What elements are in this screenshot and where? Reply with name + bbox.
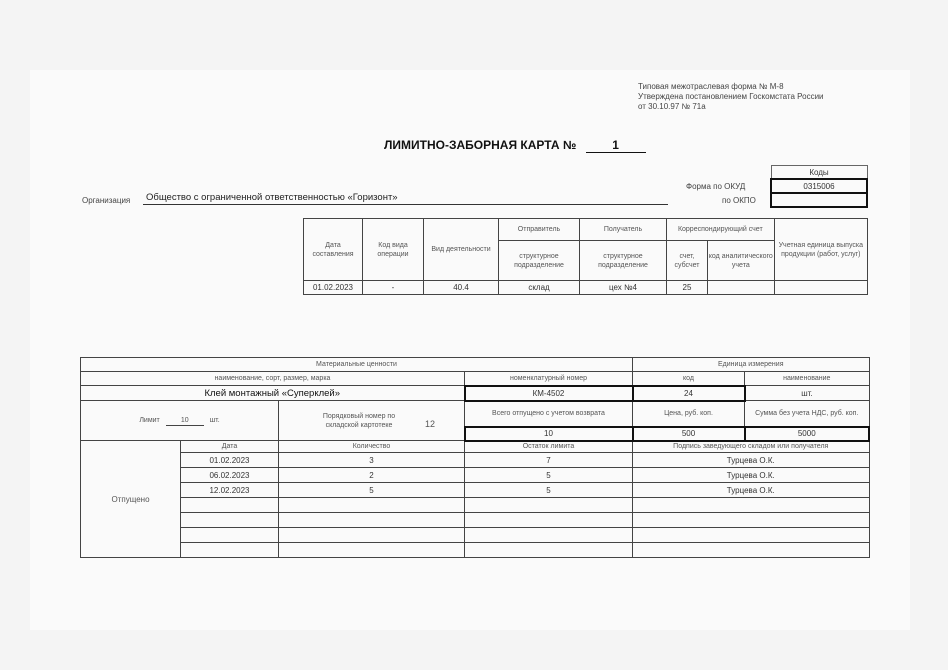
table-row (81, 468, 870, 483)
limit-cell (81, 401, 279, 441)
th-nomenclature: номенклатурный номер (465, 372, 633, 386)
row-analytic (708, 281, 775, 295)
organization-label: Организация (82, 196, 131, 205)
title-text: ЛИМИТНО-ЗАБОРНАЯ КАРТА № (384, 138, 577, 152)
row-receiver: цех №4 (580, 281, 667, 295)
okpo-label: по ОКПО (722, 196, 756, 205)
row-account: 25 (667, 281, 708, 295)
issue-qty (279, 528, 465, 543)
th-measure-name: наименование (745, 372, 870, 386)
issue-date: 06.02.2023 (181, 468, 279, 483)
page-title (384, 138, 646, 153)
th-sender-sub: структурное подразделение (499, 241, 580, 281)
issue-sign (633, 498, 870, 513)
sum-value: 5000 (745, 427, 870, 441)
form-note (638, 82, 878, 112)
issue-rest (465, 498, 633, 513)
issue-date (181, 513, 279, 528)
issue-sign (633, 528, 870, 543)
issue-rest: 7 (465, 453, 633, 468)
th-measure: Единица измерения (633, 358, 870, 372)
th-account: счет, субсчет (667, 241, 708, 281)
th-price: Цена, руб. коп. (633, 401, 745, 427)
issue-rest: 5 (465, 468, 633, 483)
row-sender: склад (499, 281, 580, 295)
table-row (81, 513, 870, 528)
th-date: Дата составления (304, 219, 363, 281)
item-code: 24 (633, 386, 745, 401)
th-corr: Корреспондирующий счет (667, 219, 775, 241)
th-name: наименование, сорт, размер, марка (81, 372, 465, 386)
th-total: Всего отпущено с учетом возврата (465, 401, 633, 427)
form-note-line2: Утверждена постановлением Госкомстата России (638, 92, 824, 101)
issue-sign (633, 543, 870, 558)
issue-sign (633, 513, 870, 528)
th-issue-qty: Количество (279, 441, 465, 453)
card-label: Порядковый номер по складской картотеке (322, 412, 396, 429)
th-issue-sign: Подпись заведующего складом или получателя (633, 441, 870, 453)
issue-date: 12.02.2023 (181, 483, 279, 498)
card-value: 12 (424, 418, 435, 429)
codes-header: Коды (771, 166, 867, 180)
limit-label: Лимит (139, 416, 160, 424)
issue-sign: Турцева О.К. (633, 483, 870, 498)
item-unit: шт. (745, 386, 870, 401)
th-values: Материальные ценности (81, 358, 633, 372)
th-receiver-sub: структурное подразделение (580, 241, 667, 281)
th-issue-date: Дата (181, 441, 279, 453)
okpo-value (771, 193, 867, 207)
issue-rest: 5 (465, 483, 633, 498)
card-number: 1 (586, 138, 646, 153)
organization-underline (143, 204, 668, 205)
price-value: 500 (633, 427, 745, 441)
issue-qty (279, 543, 465, 558)
th-op-code: Код вида операции (363, 219, 424, 281)
issue-date: 01.02.2023 (181, 453, 279, 468)
th-activity: Вид деятельности (424, 219, 499, 281)
issue-qty (279, 513, 465, 528)
row-op-code: - (363, 281, 424, 295)
okud-value: 0315006 (771, 179, 867, 193)
issue-rest (465, 513, 633, 528)
row-activity: 40.4 (424, 281, 499, 295)
issue-date (181, 543, 279, 558)
issue-rest (465, 528, 633, 543)
limit-unit: шт. (209, 416, 220, 424)
total-value: 10 (465, 427, 633, 441)
form-note-line3: от 30.10.97 № 71а (638, 102, 706, 111)
issue-rest (465, 543, 633, 558)
issue-date (181, 498, 279, 513)
requisites-table (303, 218, 868, 295)
table-row (81, 528, 870, 543)
th-issue-rest: Остаток лимита (465, 441, 633, 453)
item-name: Клей монтажный «Суперклей» (81, 386, 465, 401)
materials-table (80, 357, 870, 558)
th-unit: Учетная единица выпуска продукции (работ, услуг) (774, 219, 867, 281)
issue-qty (279, 498, 465, 513)
okud-label: Форма по ОКУД (686, 182, 746, 191)
issued-label: Отпущено (81, 441, 181, 558)
issue-sign: Турцева О.К. (633, 468, 870, 483)
issue-qty: 3 (279, 453, 465, 468)
th-code: код (633, 372, 745, 386)
table-row (81, 543, 870, 558)
limit-value: 10 (166, 416, 204, 426)
th-receiver: Получатель (580, 219, 667, 241)
card-cell (279, 401, 465, 441)
th-analytic: код аналитического учета (708, 241, 775, 281)
issue-qty: 5 (279, 483, 465, 498)
table-row (81, 453, 870, 468)
th-sender: Отправитель (499, 219, 580, 241)
codes-table (770, 165, 868, 208)
item-number: КМ-4502 (465, 386, 633, 401)
row-date: 01.02.2023 (304, 281, 363, 295)
issue-sign: Турцева О.К. (633, 453, 870, 468)
organization-value: Общество с ограниченной ответственностью «Горизонт» (146, 192, 398, 203)
table-row (81, 498, 870, 513)
issue-qty: 2 (279, 468, 465, 483)
row-unit (774, 281, 867, 295)
form-note-line1: Типовая межотраслевая форма № М-8 (638, 82, 784, 91)
table-row (81, 483, 870, 498)
issue-date (181, 528, 279, 543)
th-sum: Сумма без учета НДС, руб. коп. (745, 401, 870, 427)
